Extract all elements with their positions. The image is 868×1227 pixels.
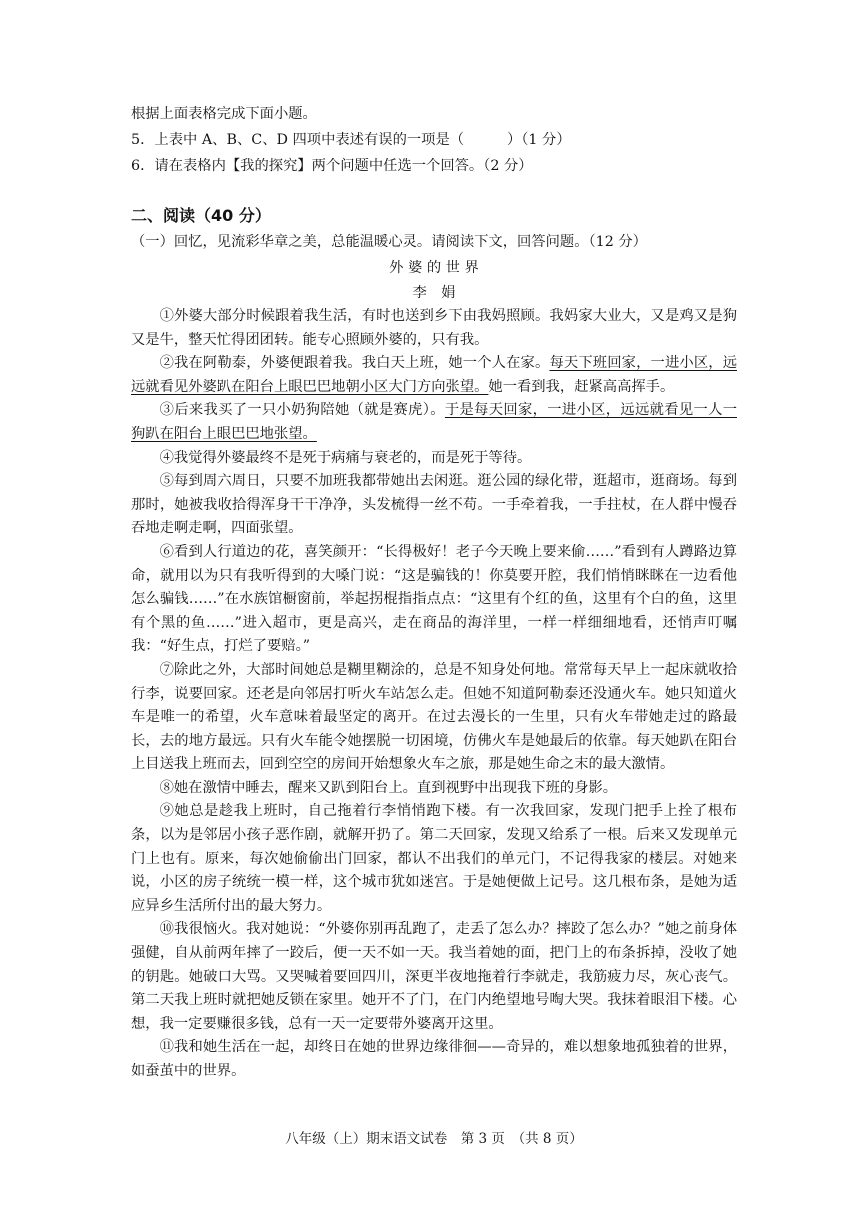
question-5: 5．上表中 A、B、C、D 四项中表述有误的一项是（ ）（1 分）	[131, 132, 571, 148]
article-title: 外 婆 的 世 界	[389, 260, 479, 276]
article-body	[131, 305, 737, 1084]
paragraph-1: ①外婆大部分时候跟着我生活，有时也送到乡下由我妈照顾。我妈家大业大，又是鸡又是狗又是牛，整天忙得团团转。能专心照顾外婆的，只有我。	[131, 308, 737, 348]
paragraph-3-underlined: 于是每天回家，一进小区，远远就看见一人一狗趴在阳台上眼巴巴地张望。	[131, 402, 737, 442]
paragraph-5: ⑤每到周六周日，只要不加班我都带她出去闲逛。逛公园的绿化带，逛超市，逛商场。每到那时，她被我收拾得浑身干干净净，头发梳得一丝不苟。一手牵着我，一手拄杖，在人群中慢吞吞地走啊走啊，四面张望。	[131, 473, 737, 537]
paragraph-7: ⑦除此之外，大部时间她总是糊里糊涂的，总是不知身处何地。常常每天早上一起床就收拾行李，说要回家。还老是向邻居打听火车站怎么走。但她不知道阿勒泰还没通火车。她只知道火车是唯一的希望，火车意味着最坚定的离开。在过去漫长的一生里，只有火车带她走过的路最长，去的地方最远。只有火车能令她摆脱一切困境，仿佛火车是她最后的依靠。每天她趴在阳台上目送我上班而去，回到空空的房间开始想象火车之旅，那是她生命之末的最大激情。	[131, 661, 737, 773]
paragraph-6: ⑥看到人行道边的花，喜笑颜开：“长得极好！老子今天晚上要来偷……”看到有人蹲路边算命，就用以为只有我听得到的大嗓门说：“这是骗钱的！你莫要开腔，我们悄悄眯眯在一边看他怎么骗钱……”在水族馆橱窗前，举起拐棍指指点点：“这里有个红的鱼，这里有个白的鱼，这里有个黑的鱼……”进入超市，更是高兴，走在商品的海洋里，一样一样细细地看，还悄声叮嘱我：“好生点，打烂了要赔。”	[131, 543, 737, 655]
paragraph-9: ⑨她总是趁我上班时，自己拖着行李悄悄跑下楼。有一次我回家，发现门把手上拴了根布条，以为是邻居小孩子恶作剧，就解开扔了。第二天回家，发现又给系了一根。后来又发现单元门上也有。原来，每次她偷偷出门回家，都认不出我们的单元门，不记得我家的楼层。对她来说，小区的房子统统一模一样，这个城市犹如迷宫。于是她便做上记号。这几根布条，是她为适应异乡生活所付出的最大努力。	[131, 803, 737, 914]
questions-intro: 根据上面表格完成下面小题。	[131, 106, 317, 122]
section-subheading: （一）回忆，见流彩华章之美，总能温暖心灵。请阅读下文，回答问题。（12 分）	[131, 234, 647, 250]
paragraph-11: ⑪我和她生活在一起，却终日在她的世界边缘徘徊——奇异的，难以想象地孤独着的世界，如蚕茧中的世界。	[131, 1039, 737, 1079]
page-footer: 八年级（上）期末语文试卷 第 3 页 （共 8 页）	[285, 1131, 583, 1147]
paragraph-10: ⑩我很恼火。我对她说：“外婆你别再乱跑了，走丢了怎么办？摔跤了怎么办？”她之前身体强健，自从前两年摔了一跤后，便一天不如一天。我当着她的面，把门上的布条拆掉，没收了她的钥匙。她破口大骂。又哭喊着要回四川，深更半夜地拖着行李就走，我筋疲力尽，灰心丧气。第二天我上班时就把她反锁在家里。她开不了门，在门内绝望地号啕大哭。我抹着眼泪下楼。心想，我一定要赚很多钱，总有一天一定要带外婆离开这里。	[131, 921, 737, 1032]
paragraph-3	[131, 399, 737, 446]
paragraph-2-underlined: 每天下班回家，一进小区，远远就看见外婆趴在阳台上眼巴巴地朝小区大门方向张望。	[131, 355, 737, 395]
question-6: 6．请在表格内【我的探究】两个问题中任选一个回答。（2 分）	[131, 158, 533, 174]
paragraph-2	[131, 352, 737, 399]
paragraph-2-end: 她一看到我，赶紧高高挥手。	[488, 378, 675, 395]
paragraph-3-start: ③后来我买了一只小奶狗陪她（就是赛虎）。	[159, 402, 445, 419]
article-author: 李 娟	[412, 285, 456, 301]
section-heading: 二、阅读（40 分）	[131, 206, 271, 225]
paragraph-4: ④我觉得外婆最终不是死于病痛与衰老的，而是死于等待。	[159, 449, 532, 466]
paragraph-8: ⑧她在激情中睡去，醒来又趴到阳台上。直到视野中出现我下班的身影。	[159, 779, 618, 796]
paragraph-2-start: ②我在阿勒泰，外婆便跟着我。我白天上班，她一个人在家。	[159, 355, 550, 372]
